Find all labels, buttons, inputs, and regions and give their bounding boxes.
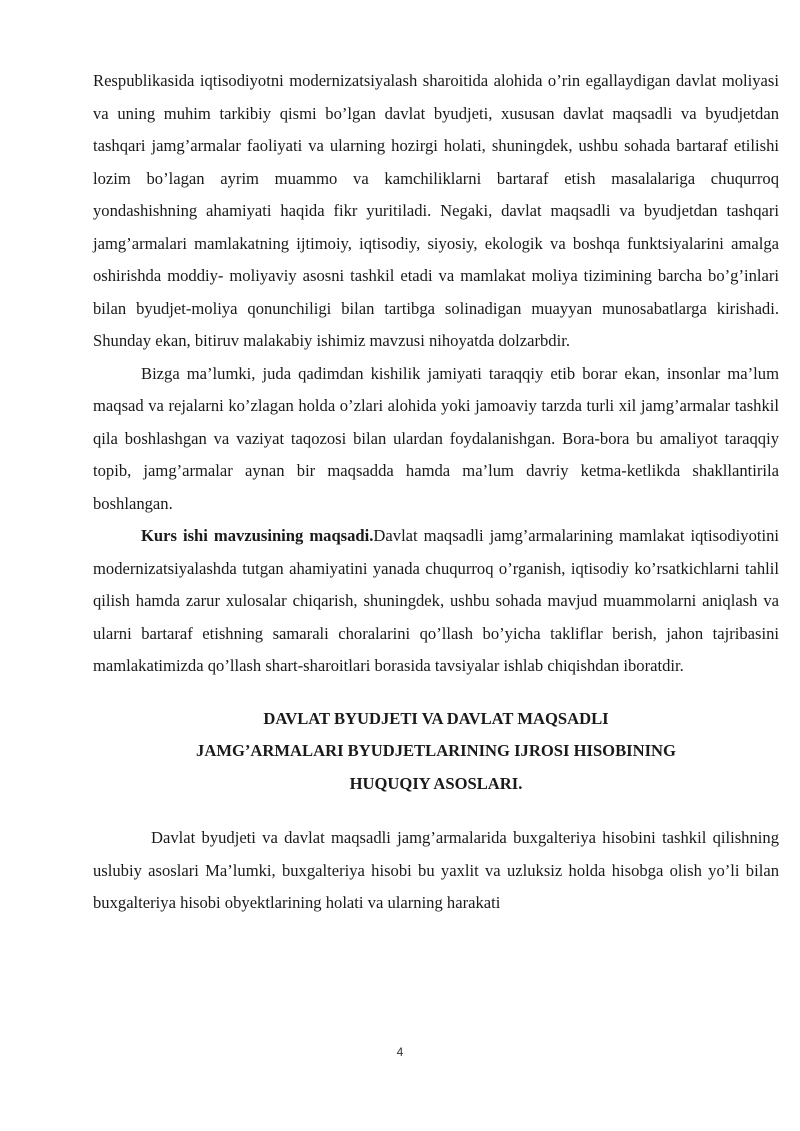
section-heading-line-3: HUQUQIY ASOSLARI. [349, 773, 523, 793]
document-body [93, 65, 779, 920]
section-heading-line-2: JAMG’ARMALARI BYUDJETLARINING IJROSI HISOBINING [196, 741, 676, 760]
history-paragraph: Bizga ma’lumki, juda qadimdan kishilik jamiyati taraqqiy etib borar ekan, insonlar ma’lum maqsad va rejalarni ko’zlagan holda o’zlari alohida yoki jamoaviy tarzda turli xil jamg’armalar tashkil qila boshlashgan va vaziyat taqozosi bilan ulardan foydalanishgan. Bora-bora bu amaliyot taraqqiy topib, jamg’armalar aynan bir maqsadda hamda ma’lum davriy ketma-ketlikda shakllantirila boshlangan. [93, 363, 779, 513]
accounting-paragraph: Davlat byudjeti va davlat maqsadli jamg’armalarida buxgalteriya hisobini tashkil qilishning uslubiy asoslari Ma’lumki, buxgalteriya hisobi bu yaxlit va uzluksiz holda hisobga olish yo’li bilan buxgalteriya hisobi obyektlarining holati va ularning harakati [93, 828, 779, 912]
section-heading [93, 703, 779, 801]
heading-spacer [93, 800, 779, 822]
intro-paragraph: Respublikasida iqtisodiyotni modernizatsiyalash sharoitida alohida o’rin egallaydigan davlat moliyasi va uning muhim tarkibiy qismi bo’lgan davlat byudjeti, xususan davlat maqsadli va byudjetdan tashqari jamg’armalar faoliyati va ularning hozirgi holati, shuningdek, ushbu sohada bartaraf etilishi lozim bo’lagan ayrim muammo va kamchiliklarni bartaraf etish masalalariga chuqurroq yondashishning ahamiyati haqida fikr yuritiladi. Negaki, davlat maqsadli va byudjetdan tashqari jamg’armalari mamlakatning ijtimoiy, iqtisodiy, siyosiy, ekologik va boshqa funktsiyalarini amalga oshirishda moddiy- moliyaviy asosni tashkil etadi va mamlakat moliya tizimining barcha bo’g’inlari bilan byudjet-moliya qonunchiligi bilan tartibga solinadigan muayyan munosabatlarga kirishadi. Shunday ekan, bitiruv malakabiy ishimiz mavzusi nihoyatda dolzarbdir. [93, 71, 779, 350]
page-number: 4 [396, 1045, 404, 1059]
goal-paragraph [93, 520, 779, 683]
section-heading-line-1: DAVLAT BYUDJETI VA DAVLAT MAQSADLI [263, 708, 609, 728]
goal-text: Davlat maqsadli jamg’armalarining mamlakat iqtisodiyotini modernizatsiyalashda tutgan ahamiyatini yanada chuqurroq o’rganish, iqtisodiy ko’rsatkichlarni tahlil qilish hamda zarur xulosalar chiqarish, shuningdek, ushbu sohada mavjud muammolarni aniqlash va ularni bartaraf etishning samarali choralarini qo’llash bo’yicha takliflar berish, jahon tajribasini mamlakatimizda qo’llash shart-sharoitlari borasida tavsiyalar ishlab chiqishdan iboratdir. [93, 526, 780, 675]
goal-lead-label: Kurs ishi mavzusining maqsadi. [141, 526, 374, 545]
